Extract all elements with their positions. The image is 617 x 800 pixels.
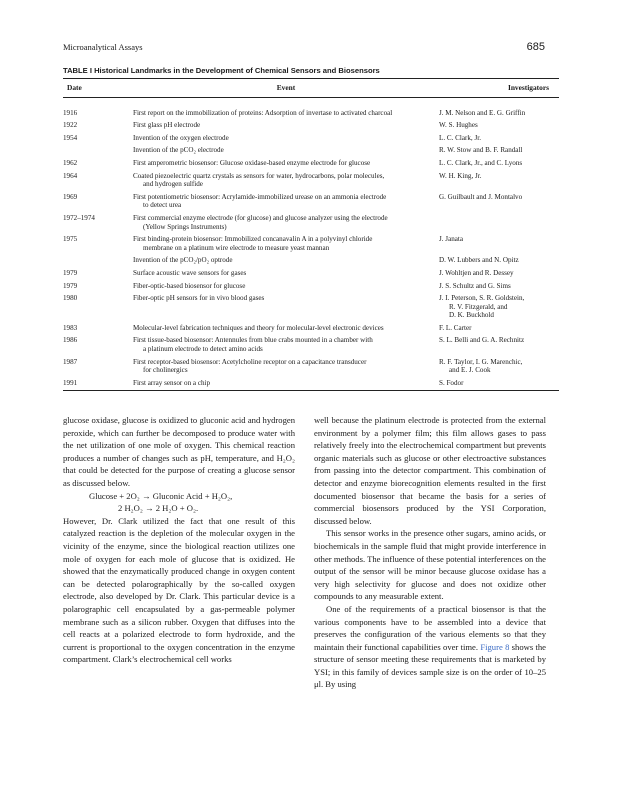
cell-event <box>133 134 439 147</box>
cell-investigators-line: J. I. Peterson, S. R. Goldstein, <box>439 294 525 303</box>
cell-investigators-line: S. Fodor <box>439 378 464 387</box>
cell-date-line: 1964 <box>63 171 78 180</box>
cell-date <box>63 121 133 134</box>
cell-investigators <box>439 282 559 295</box>
cell-event-line: (Yellow Springs Instruments) <box>143 222 227 231</box>
table-row <box>63 146 559 159</box>
cell-event-line: a platinum electrode to detect amino acids <box>143 345 263 354</box>
running-title: Microanalytical Assays <box>63 42 143 52</box>
cell-date-line: 1954 <box>63 133 78 142</box>
equation-2: 2 H₂O₂ → 2 H₂O + O₂. <box>118 503 199 514</box>
cell-event-line: First amperometric biosensor: Glucose oxidase-based enzyme electrode for glucose <box>133 158 371 167</box>
cell-date <box>63 97 133 121</box>
right-paragraph-3 <box>314 603 546 691</box>
cell-date <box>63 336 133 357</box>
column-header-event: Event <box>133 79 439 98</box>
cell-event-line: First binding-protein biosensor: Immobilized concanavalin A in a polyvinyl chloride <box>133 235 373 244</box>
cell-date-line: 1991 <box>63 378 78 387</box>
cell-event <box>133 235 439 256</box>
cell-investigators-line: F. L. Carter <box>439 323 472 332</box>
table-body <box>63 97 559 391</box>
cell-event <box>133 97 439 121</box>
table-row <box>63 193 559 214</box>
cell-date <box>63 324 133 337</box>
cell-event <box>133 172 439 193</box>
cell-event-line: and hydrogen sulfide <box>143 180 203 189</box>
cell-investigators-line: D. W. Lubbers and N. Opitz <box>439 256 519 265</box>
cell-investigators-line: J. Wohltjen and R. Dessey <box>439 268 514 277</box>
cell-investigators <box>439 97 559 121</box>
table-row <box>63 256 559 269</box>
cell-date <box>63 193 133 214</box>
table-row <box>63 97 559 121</box>
cell-investigators-line: W. S. Hughes <box>439 121 478 130</box>
page-number: 685 <box>526 41 545 53</box>
landmarks-table-container <box>63 78 549 391</box>
cell-event-line: Fiber-optic-based biosensor for glucose <box>133 281 246 290</box>
cell-event-line: Surface acoustic wave sensors for gases <box>133 268 247 277</box>
cell-event <box>133 379 439 391</box>
running-head <box>63 42 545 56</box>
cell-event-line: First receptor-based biosensor: Acetylcholine receptor on a capacitance transducer <box>133 357 367 366</box>
cell-investigators <box>439 379 559 391</box>
cell-investigators-line: R. V. Fitzgerald, and <box>449 302 508 311</box>
cell-date <box>63 159 133 172</box>
cell-investigators-line: G. Guilbault and J. Montalvo <box>439 192 523 201</box>
cell-event-line: First glass pH electrode <box>133 121 201 130</box>
cell-date-line: 1979 <box>63 268 78 277</box>
figure-8-link[interactable]: Figure 8 <box>480 641 510 652</box>
cell-event-line: First tissue-based biosensor: Antennules from blue crabs mounted in a chamber with <box>133 336 373 345</box>
cell-date-line: 1922 <box>63 121 78 130</box>
cell-date-line: 1980 <box>63 294 78 303</box>
table-caption: TABLE I Historical Landmarks in the Development of Chemical Sensors and Biosensors <box>63 66 380 75</box>
cell-event-line: Fiber-optic pH sensors for in vivo blood gases <box>133 294 265 303</box>
table-row <box>63 336 559 357</box>
cell-event-line: Invention of the oxygen electrode <box>133 133 229 142</box>
cell-event-line: Coated piezoelectric quartz crystals as sensors for water, hydrocarbons, polar molecules, <box>133 171 385 180</box>
table-header-row <box>63 79 559 98</box>
cell-date <box>63 269 133 282</box>
cell-event <box>133 214 439 235</box>
table-row <box>63 214 559 235</box>
cell-investigators-line: L. C. Clark, Jr., and C. Lyons <box>439 158 523 167</box>
cell-investigators <box>439 214 559 235</box>
cell-date-line: 1916 <box>63 108 78 117</box>
cell-event <box>133 336 439 357</box>
cell-date <box>63 256 133 269</box>
cell-event <box>133 358 439 379</box>
table-row <box>63 358 559 379</box>
cell-event-line: Invention of the pCO₂ electrode <box>133 146 224 155</box>
cell-investigators <box>439 134 559 147</box>
cell-event-line: First commercial enzyme electrode (for glucose) and glucose analyzer using the electrode <box>133 213 388 222</box>
cell-date <box>63 379 133 391</box>
cell-event-line: First array sensor on a chip <box>133 378 211 387</box>
cell-investigators <box>439 358 559 379</box>
cell-date-line: 1986 <box>63 336 78 345</box>
cell-investigators <box>439 172 559 193</box>
cell-date <box>63 214 133 235</box>
cell-date-line: 1987 <box>63 357 78 366</box>
right-text-column <box>314 414 546 691</box>
cell-event <box>133 269 439 282</box>
table-row <box>63 324 559 337</box>
cell-event-line: membrane on a platinum wire electrode to measure yeast mannan <box>143 243 330 252</box>
cell-investigators-line: D. K. Buckhold <box>449 311 494 320</box>
cell-event-line: Molecular-level fabrication techniques and theory for molecular-level electronic devices <box>133 323 384 332</box>
table-row <box>63 235 559 256</box>
right-paragraph-3-text-a: One of the requirements of a practical biosensor is that the various components have to be assembled into a device that preserves the configuration of the various elements so that they maintain their functional capabilities over time. <box>314 603 546 652</box>
table-row <box>63 159 559 172</box>
table-row <box>63 134 559 147</box>
cell-event <box>133 256 439 269</box>
cell-investigators-line: S. L. Belli and G. A. Rechnitz <box>439 336 525 345</box>
cell-investigators-line: L. C. Clark, Jr. <box>439 133 481 142</box>
right-paragraph-1: well because the platinum electrode is protected from the external environment by a polymer film; this film allows gases to pass relatively freely into the electrochemical compartment but prevents organic materials such as glucose or other electroactive substances from passing into the detector compartment. This combination of detector and enzyme biorecognition elements resulted in the first documented biosensor that became the basis for a series of commercial biosensors produced by the YSI Corporation, discussed below. <box>314 415 546 526</box>
cell-investigators <box>439 324 559 337</box>
cell-date-line: 1983 <box>63 323 78 332</box>
cell-investigators-line: W. H. King, Jr. <box>439 171 482 180</box>
cell-date <box>63 358 133 379</box>
cell-investigators <box>439 336 559 357</box>
cell-investigators-line: R. F. Taylor, I. G. Marenchic, <box>439 357 523 366</box>
equation-1: Glucose + 2O₂ → Gluconic Acid + H₂O₂, <box>89 490 233 501</box>
cell-date-line: 1969 <box>63 192 78 201</box>
cell-event-line: First potentiometric biosensor: Acrylamide-immobilized urease on an ammonia electrode <box>133 192 387 201</box>
cell-investigators <box>439 294 559 324</box>
cell-date <box>63 146 133 159</box>
cell-date-line: 1962 <box>63 158 78 167</box>
cell-event <box>133 294 439 324</box>
column-header-investigators: Investigators <box>439 79 559 98</box>
left-text-column <box>63 414 295 666</box>
cell-investigators <box>439 235 559 256</box>
cell-date <box>63 294 133 324</box>
cell-event-line: First report on the immobilization of proteins: Adsorption of invertase to activated charcoal <box>133 108 393 117</box>
left-paragraph-1: glucose oxidase, glucose is oxidized to gluconic acid and hydrogen peroxide, which can further be decomposed to produce water with the net utilization of one mole of oxygen. This chemical reaction produces a number of changes such as pH, temperature, and H₂O₂ that could be detected for the purpose of creating a glucose sensor as discussed below. <box>63 415 295 488</box>
cell-event <box>133 324 439 337</box>
cell-investigators <box>439 159 559 172</box>
cell-event-line: Invention of the pCO₂/pO₂ optrode <box>133 256 233 265</box>
cell-investigators-line: J. M. Nelson and E. G. Griffin <box>439 108 526 117</box>
cell-date-line: 1972–1974 <box>63 213 95 222</box>
cell-investigators-line: J. Janata <box>439 235 464 244</box>
cell-investigators <box>439 146 559 159</box>
cell-event <box>133 193 439 214</box>
cell-event-line: for cholinergics <box>143 366 188 375</box>
cell-date-line: 1975 <box>63 235 78 244</box>
cell-investigators <box>439 256 559 269</box>
cell-event-line: to detect urea <box>143 201 182 210</box>
cell-date <box>63 134 133 147</box>
cell-date <box>63 235 133 256</box>
cell-investigators <box>439 121 559 134</box>
left-paragraph-2: However, Dr. Clark utilized the fact that one result of this catalyzed reaction is the depletion of the molecular oxygen in the vicinity of the enzyme, since the biological reaction utilizes one mole of oxygen for each mole of glucose that is oxidized. He showed that the enzymatically produced change in oxygen content can be detected polarographically by the so-called oxygen electrode, also developed by Dr. Clark. This particular device is a polarographic cell encapsulated by a gas-permeable polymer membrane such as a silicon rubber. Oxygen that diffuses into the cell reacts at a polarized electrode to form hydroxide, and the current is proportional to the oxygen concentration in the enzyme compartment. Clark’s electrochemical cell works <box>63 515 295 665</box>
landmarks-table <box>63 78 559 391</box>
right-paragraph-2: This sensor works in the presence other sugars, amino acids, or biochemicals in the sample fluid that might provide interference in other methods. The influence of these potential interferences on the output of the sensor will be minor because glucose oxidase has a very high selectivity for glucose and does not oxidize other compounds to any measurable extent. <box>314 528 546 602</box>
cell-event <box>133 159 439 172</box>
cell-investigators-line: R. W. Stow and B. F. Randall <box>439 146 523 155</box>
table-row <box>63 282 559 295</box>
cell-date <box>63 282 133 295</box>
cell-event <box>133 282 439 295</box>
table-row <box>63 294 559 324</box>
cell-investigators <box>439 193 559 214</box>
cell-date <box>63 172 133 193</box>
cell-investigators-line: J. S. Schultz and G. Sims <box>439 281 511 290</box>
cell-investigators-line: and E. J. Cook <box>449 366 491 375</box>
table-row <box>63 269 559 282</box>
table-row <box>63 379 559 391</box>
cell-date-line: 1979 <box>63 281 78 290</box>
right-paragraph-3-text-b: shows the structure of sensor meeting these requirements that is marketed by YSI; in this family of devices sample size is on the order of 10–25 μl. By using <box>314 641 546 690</box>
cell-investigators <box>439 269 559 282</box>
column-header-date: Date <box>63 79 133 98</box>
cell-event <box>133 146 439 159</box>
table-row <box>63 172 559 193</box>
cell-event <box>133 121 439 134</box>
table-row <box>63 121 559 134</box>
